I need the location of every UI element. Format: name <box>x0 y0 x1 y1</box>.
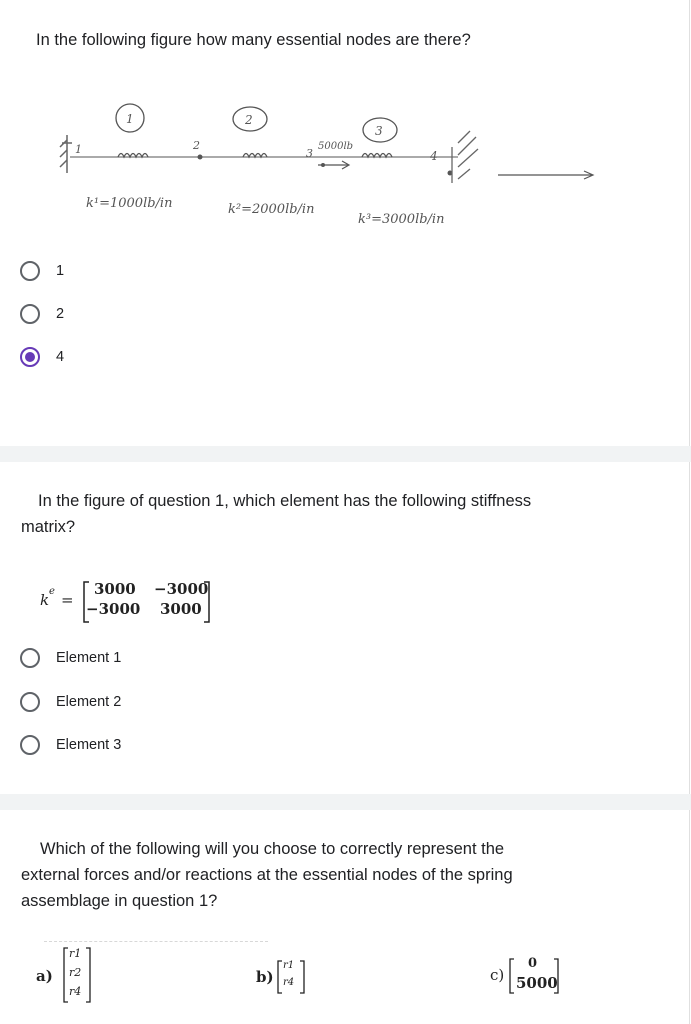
question-2-text-line1: In the figure of question 1, which element has the following stiffness <box>38 492 532 510</box>
radio-unchecked-icon[interactable] <box>20 735 40 755</box>
option-element-1-label: Element 1 <box>56 650 122 666</box>
stiffness-label-1: k¹=1000lb/in <box>86 196 173 211</box>
radio-unchecked-icon[interactable] <box>20 304 40 324</box>
radio-unchecked-icon[interactable] <box>20 261 40 281</box>
choice-b-entry-1: r1 <box>283 960 295 971</box>
option-element-1[interactable] <box>20 645 121 671</box>
choice-c-bracket-right <box>552 958 560 994</box>
matrix-superscript: e <box>49 586 55 597</box>
load-label: 5000lb <box>318 141 354 152</box>
left-wall-icon <box>60 135 72 173</box>
matrix-r2c2: 3000 <box>160 600 202 618</box>
choice-c <box>490 956 570 996</box>
option-4-label: 4 <box>56 349 65 365</box>
section-gap <box>0 794 691 810</box>
choice-a-label: a) <box>36 967 53 985</box>
question-1-text: In the following figure how many essential nodes are there? <box>36 31 471 49</box>
node-1-label: 1 <box>75 143 82 156</box>
choice-b-entry-2: r4 <box>283 977 295 988</box>
choice-a-entry-1: r1 <box>69 947 82 960</box>
choice-c-entry-2: 5000 <box>516 974 558 992</box>
stiffness-label-3: k³=3000lb/in <box>358 212 445 227</box>
element-2-label: 2 <box>245 113 253 127</box>
stiffness-matrix <box>38 578 238 626</box>
question-3-text-line3: assemblage in question 1? <box>21 892 218 910</box>
radio-unchecked-icon[interactable] <box>20 692 40 712</box>
matrix-bracket-right <box>202 580 212 624</box>
choice-b-label: b) <box>256 968 274 986</box>
spring-assemblage-figure <box>40 95 640 235</box>
x-axis-arrow-icon <box>498 171 593 179</box>
option-element-2-label: Element 2 <box>56 694 122 710</box>
choice-b-bracket-right <box>298 960 306 994</box>
choice-c-bracket-left <box>508 958 516 994</box>
matrix-r1c2: −3000 <box>154 580 209 598</box>
question-3-text-line2: external forces and/or reactions at the essential nodes of the spring <box>21 866 513 884</box>
node-3-label: 3 <box>306 147 313 160</box>
choice-c-entry-1: 0 <box>528 956 538 971</box>
option-element-2[interactable] <box>20 689 121 715</box>
matrix-r2c1: −3000 <box>86 600 141 618</box>
option-2-label: 2 <box>56 306 65 322</box>
question-2-text-line2: matrix? <box>21 518 76 536</box>
option-1[interactable] <box>20 258 64 284</box>
matrix-lhs: k <box>40 591 50 609</box>
option-2[interactable] <box>20 301 64 327</box>
question-card-2 <box>0 462 690 794</box>
option-1-label: 1 <box>56 263 65 279</box>
choice-a-entry-2: r2 <box>69 966 82 979</box>
node-2-label: 2 <box>193 139 200 152</box>
question-3-text-line1: Which of the following will you choose to correctly represent the <box>40 840 505 858</box>
node-4-label: 4 <box>430 149 438 163</box>
option-element-3[interactable] <box>20 732 121 758</box>
question-card-1 <box>0 0 690 446</box>
option-4[interactable] <box>20 344 64 370</box>
stiffness-label-2: k²=2000lb/in <box>228 202 315 217</box>
choice-a-entry-3: r4 <box>69 985 82 998</box>
choice-c-label: c) <box>490 966 505 984</box>
option-element-3-label: Element 3 <box>56 737 122 753</box>
question-card-3 <box>0 810 690 1024</box>
choice-a-bracket-right <box>84 947 92 1003</box>
choice-b <box>256 960 326 996</box>
choice-a <box>36 947 106 1005</box>
element-3-label: 3 <box>375 124 383 138</box>
radio-checked-icon[interactable] <box>20 347 40 367</box>
radio-unchecked-icon[interactable] <box>20 648 40 668</box>
matrix-equals: = <box>61 591 74 609</box>
matrix-r1c1: 3000 <box>94 580 136 598</box>
section-gap <box>0 446 691 462</box>
dashed-divider <box>44 941 268 942</box>
node-2-dot <box>198 155 203 160</box>
element-1-label: 1 <box>126 112 134 126</box>
